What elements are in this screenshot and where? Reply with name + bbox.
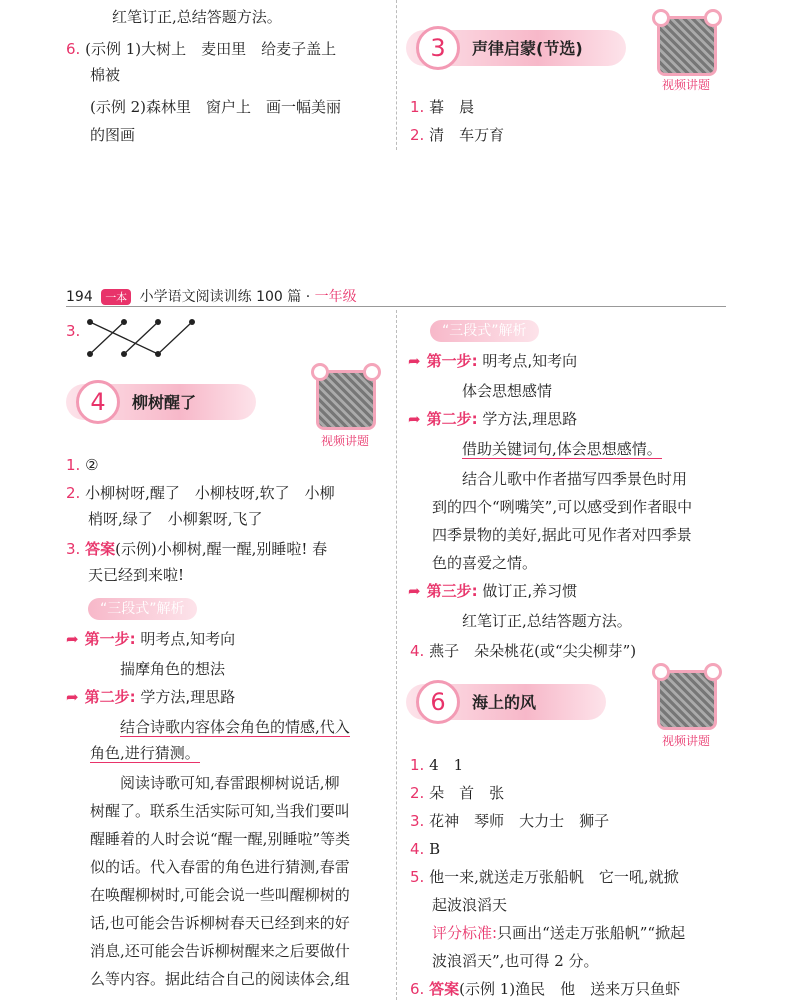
matching-lines-diagram [84,316,204,360]
brand-logo: 一本 [101,289,131,305]
left-para-1: 阅读诗歌可知,春雷跟柳树说话,柳 [120,774,340,792]
page-number: 194 [66,289,93,305]
left-step-2-detail-1: 结合诗歌内容体会角色的情感,代入 [120,718,350,736]
left-step-2-detail-2: 角色,进行猜测。 [90,744,200,762]
qr-code-icon[interactable] [657,670,717,730]
right-step-1: ➦ 第一步: 明考点,知考向 [408,352,578,370]
book-title: 小学语文阅读训练 100 篇 · [139,289,315,305]
top-right-item-2: 2. 清 车万育 [410,126,505,144]
grade-label: 一年级 [314,289,357,305]
left-q3-label: 3. [66,322,81,340]
left-item-2-cont: 梢呀,绿了 小柳絮呀,飞了 [88,510,263,528]
left-step-1: ➦ 第一步: 明考点,知考向 [66,630,236,648]
qr-code-icon[interactable] [657,16,717,76]
right-q4: 4. 燕子 朵朵桃花(或“尖尖柳芽”) [410,642,637,660]
section-6-number: 6 [416,680,460,724]
right-q6: 6. 答案(示例 1)渔民 他 送来万只鱼虾 [410,980,681,998]
left-para-6: 话,也可能会告诉柳树春天已经到来的好 [90,914,350,932]
right-item-5-cont: 起波浪滔天 [432,896,508,914]
qr-caption: 视频讲题 [662,734,711,748]
section-4-number: 4 [76,380,120,424]
right-item-1: 1. 4 1 [410,756,464,774]
page-header [66,286,357,306]
section-6-badge [406,684,606,720]
section-3-number: 3 [416,26,460,70]
right-step-3-detail: 红笔订正,总结答题方法。 [462,612,632,630]
right-para-4: 色的喜爱之情。 [432,554,538,572]
top-line-5: 的图画 [90,126,136,144]
right-step-1-detail: 体会思想感情 [462,382,553,400]
analysis-tag: “三段式”解析 [430,320,539,342]
left-para-5: 在唤醒柳树时,可能会说一些叫醒柳树的 [90,886,350,904]
right-item-2: 2. 朵 首 张 [410,784,505,802]
left-para-3: 醒睡着的人时会说“醒一醒,别睡啦”等类 [90,830,351,848]
qr-caption: 视频讲题 [662,78,711,92]
section-3-badge [406,30,626,66]
qr-caption: 视频讲题 [321,434,370,448]
right-item-4: 4. B [410,840,441,858]
left-item-3-cont: 天已经到来啦! [88,566,185,584]
left-step-2: ➦ 第二步: 学方法,理思路 [66,688,236,706]
scoring-criteria: 评分标准:只画出“送走万张船帆”“掀起 [432,924,686,942]
left-para-8: 么等内容。据此结合自己的阅读体会,组 [90,970,350,988]
analysis-tag: “三段式”解析 [88,598,197,620]
left-item-2: 2. 小柳树呀,醒了 小柳枝呀,软了 小柳 [66,484,335,502]
left-item-1: 1. ② [66,456,99,474]
right-para-3: 四季景物的美好,据此可见作者对四季景 [432,526,692,544]
left-para-4: 似的话。代入春雷的角色进行猜测,春雷 [90,858,350,876]
right-para-1: 结合儿歌中作者描写四季景色时用 [462,470,688,488]
right-step-3: ➦ 第三步: 做订正,养习惯 [408,582,578,600]
right-step-2-detail: 借助关键词句,体会思想感情。 [462,440,662,458]
section-6-title: 海上的风 [472,693,537,712]
header-rule [66,306,726,307]
section-4-badge [66,384,256,420]
left-step-1-detail: 揣摩角色的想法 [120,660,226,678]
right-para-2: 到的四个“咧嘴笑”,可以感受到作者眼中 [432,498,693,516]
top-line-3: 棉被 [90,66,121,84]
right-item-3: 3. 花神 琴师 大力士 狮子 [410,812,610,830]
left-item-3: 3. 答案(示例)小柳树,醒一醒,别睡啦! 春 [66,540,328,558]
column-divider-top [396,0,397,150]
top-right-item-1: 1. 暮 晨 [410,98,475,116]
top-line-1: 红笔订正,总结答题方法。 [112,8,282,26]
top-line-4: (示例 2)森林里 窗户上 画一幅美丽 [90,98,342,116]
left-para-7: 消息,还可能会告诉柳树醒来之后要做什 [90,942,350,960]
scoring-criteria-cont: 波浪滔天”,也可得 2 分。 [432,952,599,970]
section-4-title: 柳树醒了 [132,393,197,412]
left-para-2: 树醒了。联系生活实际可知,当我们要叫 [90,802,350,820]
top-item-6: 6. (示例 1)大树上 麦田里 给麦子盖上 [66,40,337,58]
column-divider-bottom [396,310,397,1000]
right-item-5: 5. 他一来,就送走万张船帆 它一吼,就掀 [410,868,679,886]
qr-code-icon[interactable] [316,370,376,430]
section-3-title: 声律启蒙(节选) [472,39,583,58]
right-step-2: ➦ 第二步: 学方法,理思路 [408,410,578,428]
